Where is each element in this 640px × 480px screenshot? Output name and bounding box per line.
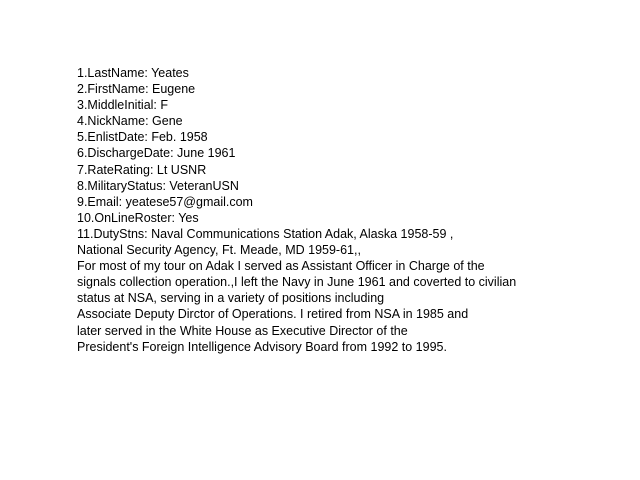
military-status-field: 8.MilitaryStatus: VeteranUSN [77, 178, 239, 193]
narrative-line: For most of my tour on Adak I served as Assistant Officer in Charge of the [77, 259, 485, 274]
narrative-line: signals collection operation.,I left the Navy in June 1961 and coverted to civilian [77, 275, 517, 290]
member-record [77, 65, 632, 355]
rate-rating-field: 7.RateRating: Lt USNR [77, 162, 207, 177]
first-name-field: 2.FirstName: Eugene [77, 82, 196, 97]
email-field: 9.Email: yeatese57@gmail.com [77, 194, 253, 209]
narrative-line: National Security Agency, Ft. Meade, MD 1959-61,, [77, 243, 361, 258]
duty-stations-field: 11.DutyStns: Naval Communications Station Adak, Alaska 1958-59 , [77, 226, 454, 241]
narrative-line: Associate Deputy Dirctor of Operations. I retired from NSA in 1985 and [77, 307, 469, 322]
last-name-field: 1.LastName: Yeates [77, 66, 189, 80]
narrative-line: President's Foreign Intelligence Advisory Board from 1992 to 1995. [77, 339, 447, 354]
middle-initial-field: 3.MiddleInitial: F [77, 98, 169, 113]
online-roster-field: 10.OnLineRoster: Yes [77, 210, 199, 225]
narrative-line: later served in the White House as Executive Director of the [77, 323, 408, 338]
discharge-date-field: 6.DischargeDate: June 1961 [77, 146, 236, 161]
narrative-line: status at NSA, serving in a variety of positions including [77, 291, 385, 306]
nick-name-field: 4.NickName: Gene [77, 114, 183, 129]
enlist-date-field: 5.EnlistDate: Feb. 1958 [77, 130, 208, 145]
